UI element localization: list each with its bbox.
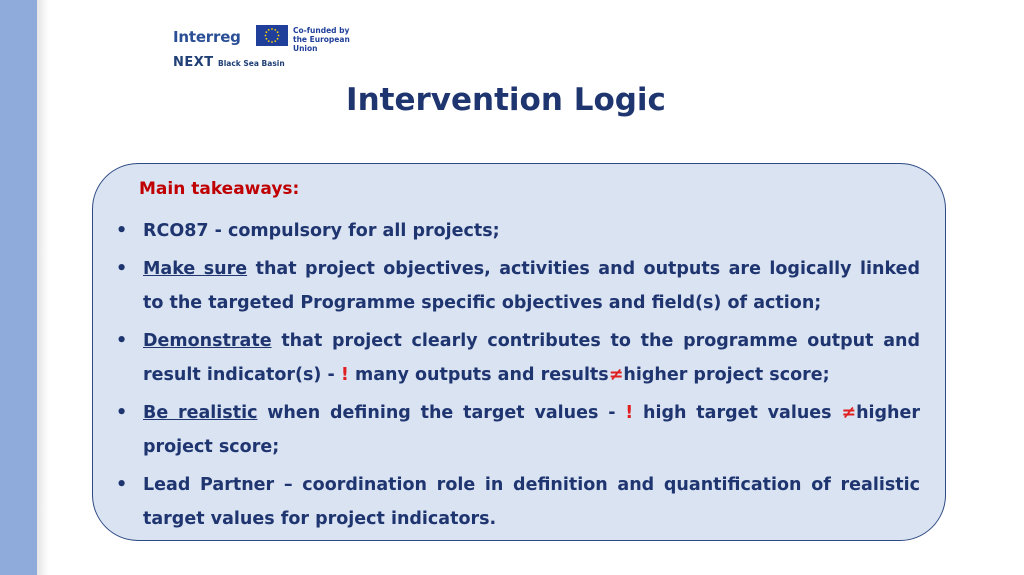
bullet-text: that project clearly contributes to the programme output and result indicator(s) - xyxy=(143,331,921,385)
bullet-text: many outputs and results xyxy=(354,365,609,385)
eu-label-line1: Co-funded by xyxy=(293,26,350,35)
eu-label-line2: the European Union xyxy=(293,35,350,53)
bullet-text: high target values xyxy=(643,403,832,423)
interreg-logo xyxy=(173,22,373,72)
bullet-text: RCO87 - compulsory for all projects; xyxy=(143,221,500,241)
warning-icon: ! xyxy=(340,365,349,385)
bullet-emphasis: Demonstrate xyxy=(143,331,272,351)
bullet-text: Lead Partner – coordination role in definition and quantification of realistic target values for project indicators. xyxy=(143,475,920,529)
list-item xyxy=(143,252,920,320)
bullet-text: higher project score; xyxy=(143,403,921,457)
page-title: Intervention Logic xyxy=(346,82,666,118)
bullet-emphasis: Make sure xyxy=(143,259,248,279)
not-equal-icon: ≠ xyxy=(608,365,624,385)
warning-icon: ! xyxy=(625,403,634,423)
bullet-text: when defining the target values - xyxy=(267,403,616,423)
logo-next-text: NEXT xyxy=(173,55,214,70)
bullet-emphasis: Be realistic xyxy=(143,403,258,423)
eu-flag-icon xyxy=(256,25,288,46)
bullet-text: that project objectives, activities and outputs are logically linked to the targeted Programme specific objectives and field(s) of action; xyxy=(143,259,921,313)
takeaways-heading: Main takeaways: xyxy=(139,179,300,199)
list-item xyxy=(143,468,920,536)
logo-region-text: Black Sea Basin xyxy=(218,59,285,68)
list-item xyxy=(143,396,920,464)
takeaways-list xyxy=(143,214,920,540)
not-equal-icon: ≠ xyxy=(841,403,857,423)
bullet-text: higher project score; xyxy=(623,365,830,385)
logo-interreg-text: Interreg xyxy=(173,28,241,46)
eu-cofunded-label xyxy=(293,26,373,53)
list-item xyxy=(143,324,920,392)
list-item xyxy=(143,214,920,248)
